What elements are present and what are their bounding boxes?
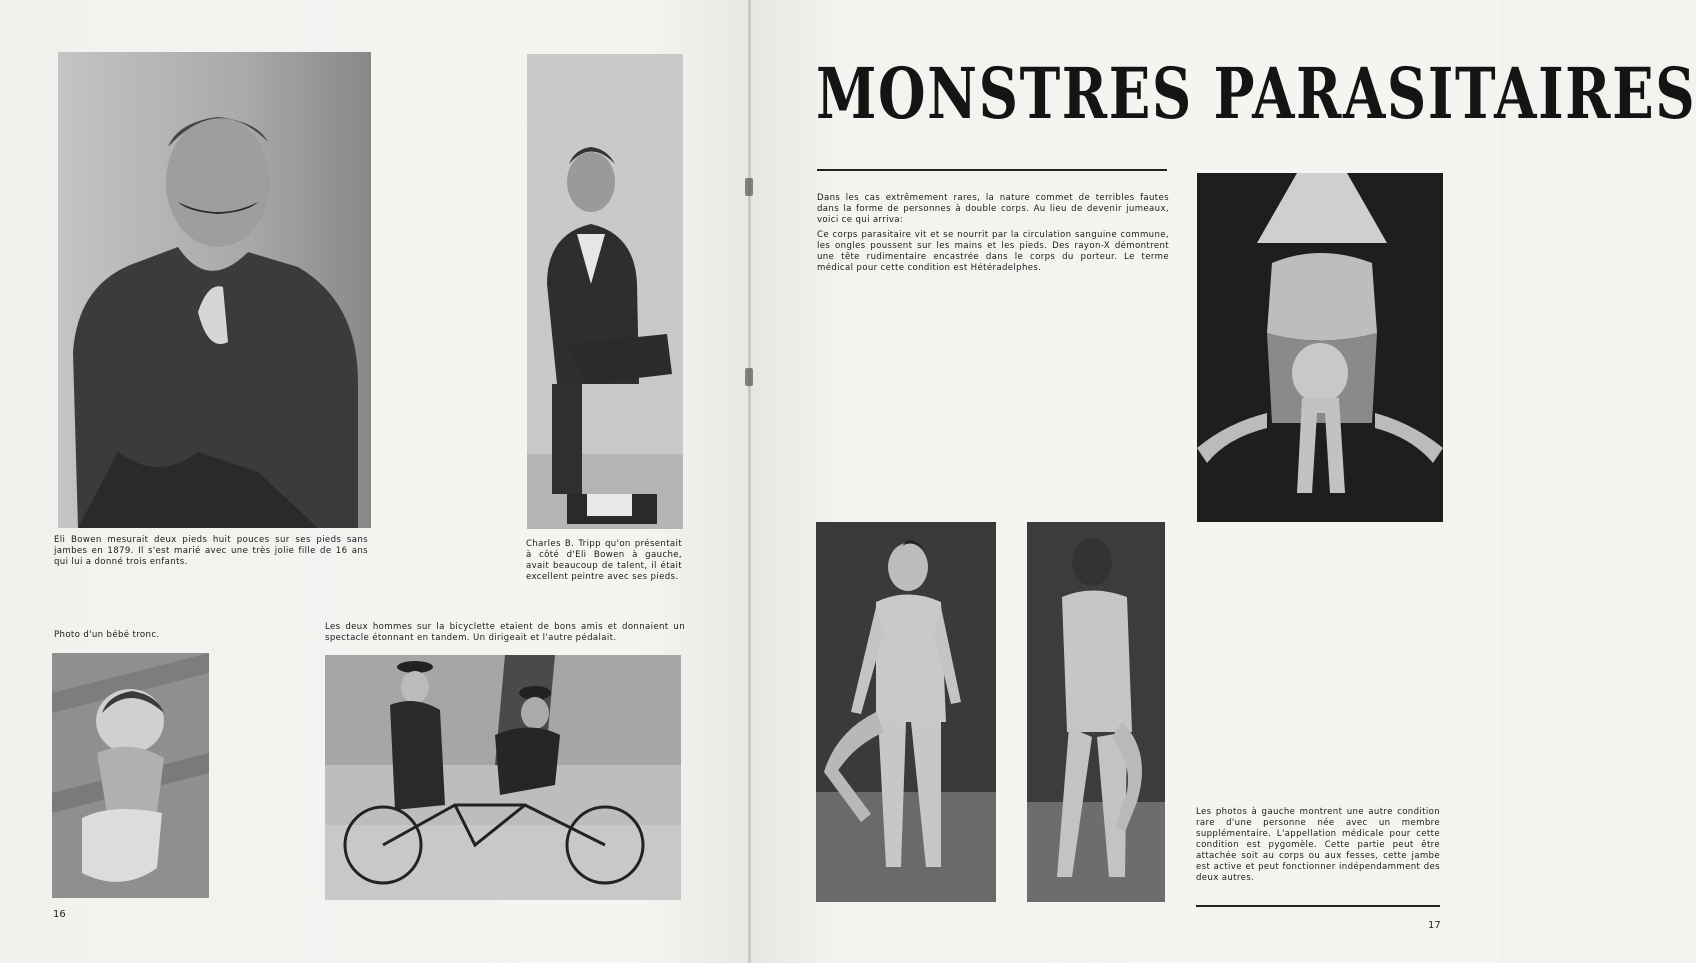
caption-pygomele: Les photos à gauche montrent une autre condition rare d'une personne née avec un membre supplémentaire. L'appellation médicale pour cette condition est pygomèle. Cette partie peut être attachée soit au corps ou aux fesses, cette jambe est active et peut fonctionner indépendamment des deux autres. — [1196, 807, 1440, 883]
page-gutter — [748, 0, 751, 963]
caption-bicycle: Les deux hommes sur la bicyclette etaient de bons amis et donnaient un spectacle étonnant en tandem. Un dirigeait et l'autre pédalait. — [325, 622, 685, 643]
photo-tandem-bicycle — [325, 655, 681, 900]
caption-baby: Photo d'un bébé tronc. — [54, 630, 160, 640]
photo-charles-tripp — [527, 54, 683, 529]
intro-text — [817, 193, 1169, 278]
bottom-rule — [1196, 905, 1440, 907]
page-number-left: 16 — [53, 909, 66, 920]
photo-pygomele-back — [1027, 522, 1165, 902]
staple-bottom — [745, 368, 753, 386]
staple-top — [745, 178, 753, 196]
intro-paragraph-1: Dans les cas extrêmement rares, la nature commet de terribles fautes dans la forme de personnes à double corps. Au lieu de devenir jumeaux, voici ce qui arriva: — [817, 193, 1169, 225]
photo-heteradelphe — [1197, 173, 1443, 522]
page-title: MONSTRES PARASITAIRES — [816, 52, 1696, 135]
intro-paragraph-2: Ce corps parasitaire vit et se nourrit par la circulation sanguine commune, les ongles poussent sur les mains et les pieds. Des rayon-X démontrent une tête rudimentaire encastrée dans le corps du porteur. Le terme médical pour cette condition est Hétéradelphes. — [817, 230, 1169, 273]
photo-pygomele-front — [816, 522, 996, 902]
caption-eli-bowen: Eli Bowen mesurait deux pieds huit pouces sur ses pieds sans jambes en 1879. Il s'est marié avec une très jolie fille de 16 ans qui lui a donné trois enfants. — [54, 535, 368, 567]
title-rule — [817, 169, 1167, 171]
page-number-right: 17 — [1428, 920, 1441, 931]
photo-baby — [52, 653, 209, 898]
caption-charles-tripp: Charles B. Tripp qu'on présentait à côté d'Eli Bowen à gauche, avait beaucoup de talent, il était excellent peintre avec ses pieds. — [526, 539, 682, 582]
photo-eli-bowen — [58, 52, 371, 528]
